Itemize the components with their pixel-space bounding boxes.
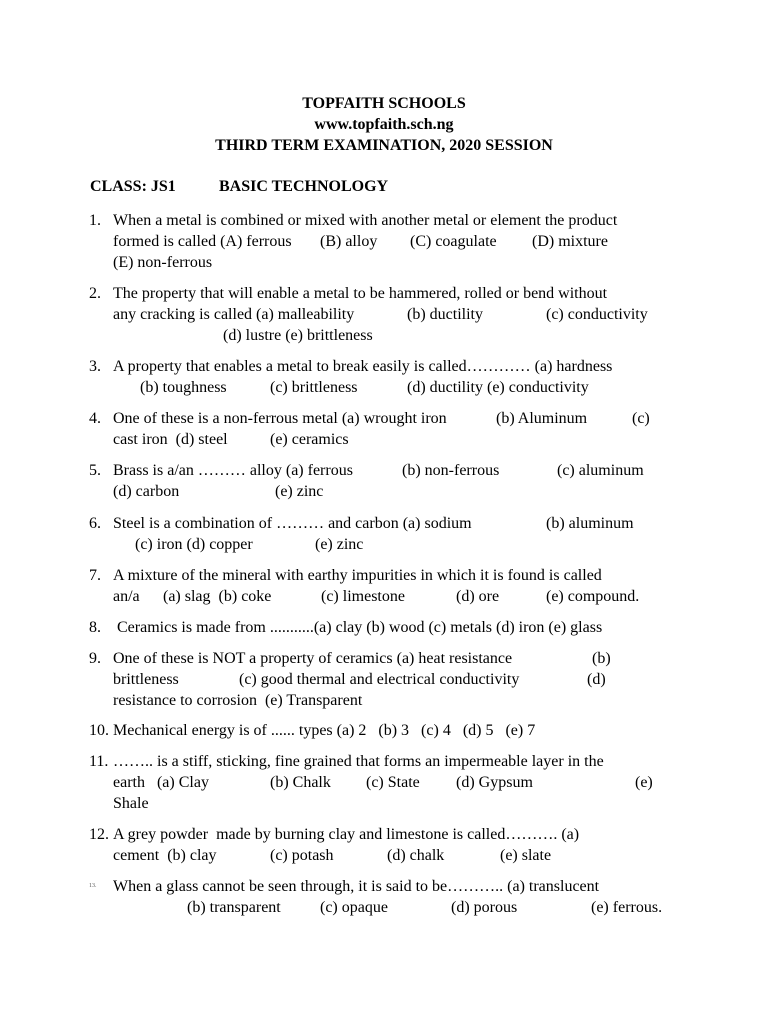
option-text: (b) transparent — [187, 899, 281, 916]
question-text: Steel is a combination of ……… and carbon (a) sodium — [113, 515, 472, 532]
question-text: …….. is a stiff, sticking, fine grained that forms an impermeable layer in the — [113, 753, 604, 770]
option-text: (d) ore — [456, 588, 500, 605]
question-number: 1. — [89, 212, 101, 229]
question-number: 7. — [89, 567, 101, 584]
question-text: an/a — [113, 588, 140, 605]
question-text: Ceramics is made from ...........(a) clay (b) wood (c) metals (d) iron (e) glass — [113, 619, 603, 636]
question-number: 5. — [89, 462, 101, 479]
question-text: A mixture of the mineral with earthy impurities in which it is found is called — [113, 567, 602, 584]
option-text: (b) Chalk — [270, 774, 331, 791]
option-text: (c) iron (d) copper — [135, 536, 253, 553]
exam-header — [0, 93, 768, 156]
question-text: Brass is a/an ……… alloy (a) ferrous — [113, 462, 353, 479]
question-4 — [89, 408, 679, 450]
school-website: www.topfaith.sch.ng — [314, 116, 454, 133]
question-text: The property that will enable a metal to be hammered, rolled or bend without — [113, 285, 608, 302]
class-label: CLASS: JS1 — [90, 178, 176, 195]
option-text: (d) ductility (e) conductivity — [407, 379, 589, 396]
option-text: (c) State — [366, 774, 420, 791]
option-text: (b) ductility — [407, 306, 483, 323]
question-text: When a metal is combined or mixed with another metal or element the product — [113, 212, 618, 229]
question-text: Mechanical energy is of ...... types (a) 2 (b) 3 (c) 4 (d) 5 (e) 7 — [113, 722, 536, 739]
option-text: (d) lustre (e) brittleness — [223, 327, 373, 344]
option-text: (e) ceramics — [270, 431, 349, 448]
option-text: (b) toughness — [140, 379, 227, 396]
option-text: (c) opaque — [320, 899, 388, 916]
option-text: (C) coagulate — [410, 233, 497, 250]
option-text: (c) conductivity — [546, 306, 648, 323]
question-number: 12. — [89, 826, 109, 843]
option-text: (b) — [592, 650, 611, 667]
question-number: 9. — [89, 650, 101, 667]
option-text: cement (b) clay — [113, 847, 217, 864]
option-text: brittleness — [113, 671, 179, 688]
option-text: (c) limestone — [321, 588, 405, 605]
question-7 — [89, 565, 679, 607]
class-line — [90, 176, 389, 197]
question-number: 8. — [89, 619, 101, 636]
option-text: (B) alloy — [320, 233, 378, 250]
question-3 — [89, 356, 679, 398]
question-text: One of these is a non-ferrous metal (a) wrought iron — [113, 410, 447, 427]
option-text: (b) aluminum — [546, 515, 634, 532]
question-text: formed is called (A) ferrous — [113, 233, 292, 250]
option-text: (e) ferrous. — [591, 899, 663, 916]
option-text: (c) — [632, 410, 650, 427]
option-text: (b) Aluminum — [496, 410, 588, 427]
question-13 — [89, 876, 679, 918]
question-number: 6. — [89, 515, 101, 532]
option-text: (D) mixture — [532, 233, 608, 250]
question-text: When a glass cannot be seen through, it is said to be……….. (a) translucent — [113, 878, 600, 895]
option-text: Shale — [113, 795, 149, 812]
question-text: A grey powder made by burning clay and limestone is called………. (a) — [113, 826, 580, 843]
option-text: (b) non-ferrous — [402, 462, 500, 479]
question-12 — [89, 824, 679, 866]
exam-title: THIRD TERM EXAMINATION, 2020 SESSION — [215, 137, 553, 154]
question-number: 11. — [89, 753, 109, 770]
question-number: 4. — [89, 410, 101, 427]
option-text: cast iron (d) steel — [113, 431, 228, 448]
question-text: any cracking is called (a) malleability — [113, 306, 355, 323]
question-11 — [89, 751, 679, 814]
option-text: resistance to corrosion (e) Transparent — [113, 692, 363, 709]
option-text: (c) good thermal and electrical conductivity — [239, 671, 520, 688]
question-number: 13. — [89, 883, 97, 889]
option-text: (a) slag (b) coke — [163, 588, 272, 605]
subject-label: BASIC TECHNOLOGY — [219, 178, 389, 195]
option-text: (d) carbon — [113, 483, 180, 500]
option-text: (d) porous — [451, 899, 518, 916]
question-9 — [89, 648, 679, 711]
option-text: (d) Gypsum — [456, 774, 533, 791]
option-text: (c) potash — [270, 847, 334, 864]
question-number: 3. — [89, 358, 101, 375]
option-text: (e) compound. — [546, 588, 640, 605]
option-text: earth (a) Clay — [113, 774, 209, 791]
question-text: One of these is NOT a property of ceramics (a) heat resistance — [113, 650, 513, 667]
question-10 — [89, 720, 679, 741]
question-text: A property that enables a metal to break easily is called………… (a) hardness — [113, 358, 613, 375]
question-6 — [89, 513, 679, 555]
option-text: (c) brittleness — [270, 379, 358, 396]
option-text: (e) — [635, 774, 653, 791]
option-text: (E) non-ferrous — [113, 254, 213, 271]
option-text: (e) slate — [500, 847, 552, 864]
option-text: (e) zinc — [275, 483, 324, 500]
option-text: (c) aluminum — [557, 462, 644, 479]
option-text: (e) zinc — [315, 536, 364, 553]
question-1 — [89, 210, 679, 273]
question-number: 2. — [89, 285, 101, 302]
question-2 — [89, 283, 679, 346]
question-5 — [89, 460, 679, 502]
question-8 — [89, 617, 679, 638]
school-name: TOPFAITH SCHOOLS — [302, 95, 466, 112]
option-text: (d) — [587, 671, 606, 688]
option-text: (d) chalk — [387, 847, 445, 864]
question-number: 10. — [89, 722, 109, 739]
